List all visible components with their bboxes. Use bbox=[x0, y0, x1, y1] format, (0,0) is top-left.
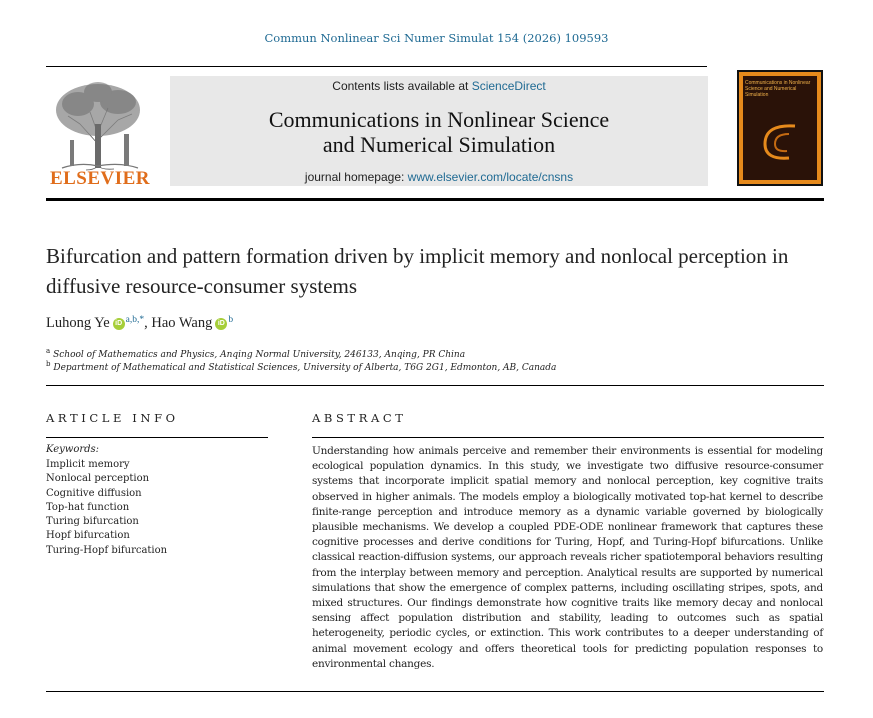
article-info-heading: ARTICLE INFO bbox=[46, 411, 179, 425]
contents-prefix: Contents lists available at bbox=[332, 79, 472, 93]
journal-homepage bbox=[170, 170, 708, 184]
abstract-text: Understanding how animals perceive and remember their environments is essential for modeling ecological population dynamics. In this study, we investigate two diffusive resource-consumer systems that incorporate implicit spatial memory and nonlocal perception, key cognitive traits observed in higher animals. The models employ a biologically motivated top-hat kernel to describe finite-range perception and introduce memory as a dynamic variable governed by biologically plausible mechanisms. We develop a coupled PDE-ODE nonlinear framework that captures these cognitive processes and derive conditions for Turing, Hopf, and Turing-Hopf bifurcations. Unlike classical reaction-diffusion systems, our approach reveals richer spatiotemporal behaviors resulting from the interplay between memory and perception. Analytical results are supported by numerical simulations that show the emergence of complex patterns, including oscillating stripes, spots, and mixed structures. Our findings demonstrate how cognitive traits like memory decay and nonlocal sensing affect population distribution and stability, leading to outcomes such as spatial heterogeneity, periodic cycles, or extinction. This work contributes to a deeper understanding of animal movement ecology and offers theoretical tools for predicting population responses to environmental changes. bbox=[312, 445, 823, 670]
affiliation-mark: a bbox=[46, 347, 51, 355]
abstract-heading: ABSTRACT bbox=[312, 411, 407, 425]
header-bottom-rule bbox=[46, 198, 824, 201]
keywords-label: Keywords: bbox=[46, 444, 100, 455]
journal-cover-thumbnail[interactable] bbox=[737, 70, 823, 186]
keyword-item: Cognitive diffusion bbox=[46, 487, 142, 499]
cover-swirl-graphic bbox=[755, 116, 805, 166]
keyword-item: Turing-Hopf bifurcation bbox=[46, 544, 168, 556]
journal-title-line2: and Numerical Simulation bbox=[322, 132, 556, 157]
footer-rule bbox=[46, 691, 824, 692]
journal-citation[interactable]: Commun Nonlinear Sci Numer Simulat 154 (2026) 109593 bbox=[264, 31, 609, 45]
author-name[interactable]: Luhong Ye bbox=[46, 315, 110, 331]
keyword-item: Turing bifurcation bbox=[46, 516, 139, 528]
sciencedirect-link[interactable]: ScienceDirect bbox=[471, 79, 546, 93]
section-divider bbox=[46, 385, 824, 386]
keyword-list bbox=[46, 458, 167, 558]
keyword-item: Nonlocal perception bbox=[46, 473, 150, 485]
affiliation-b bbox=[46, 360, 556, 373]
orcid-icon[interactable]: iD bbox=[113, 318, 125, 330]
author-affiliation-marks[interactable]: a,b,* bbox=[125, 315, 145, 325]
author-affiliation-marks[interactable]: b bbox=[228, 315, 234, 325]
keyword-item: Implicit memory bbox=[46, 459, 130, 470]
homepage-prefix: journal homepage: bbox=[304, 170, 408, 184]
author-name[interactable]: Hao Wang bbox=[151, 315, 213, 331]
orcid-icon[interactable]: iD bbox=[215, 318, 227, 330]
affiliation-text: School of Mathematics and Physics, Anqing Normal University, 246133, Anqing, PR China bbox=[53, 350, 466, 360]
contents-line bbox=[170, 79, 708, 93]
abstract-rule bbox=[312, 437, 824, 438]
cover-title: Communications in Nonlinear Science and Numerical Simulation bbox=[745, 80, 811, 98]
author-list: Luhong Ye iD $^{a,b,*}$, Hao Wang iD $^b$ bbox=[46, 315, 234, 331]
homepage-link[interactable]: www.elsevier.com/locate/cnsns bbox=[407, 170, 574, 184]
affiliation-text: Department of Mathematical and Statistical Sciences, University of Alberta, T6G 2G1, Edmonton, AB, Canada bbox=[53, 363, 557, 373]
article-info-rule bbox=[46, 437, 268, 438]
keyword-item: Top-hat function bbox=[46, 501, 130, 513]
journal-title bbox=[170, 107, 708, 157]
affiliation-mark: b bbox=[46, 360, 51, 368]
journal-title-line1: Communications in Nonlinear Science bbox=[268, 107, 610, 132]
affiliation-a bbox=[46, 347, 465, 360]
header-top-rule bbox=[46, 66, 707, 67]
publisher-wordmark: ELSEVIER bbox=[49, 168, 151, 189]
article-title: Bifurcation and pattern formation driven by implicit memory and nonlocal perception in diffusive resource-consumer systems bbox=[46, 244, 789, 298]
keyword-item: Hopf bifurcation bbox=[46, 530, 130, 542]
